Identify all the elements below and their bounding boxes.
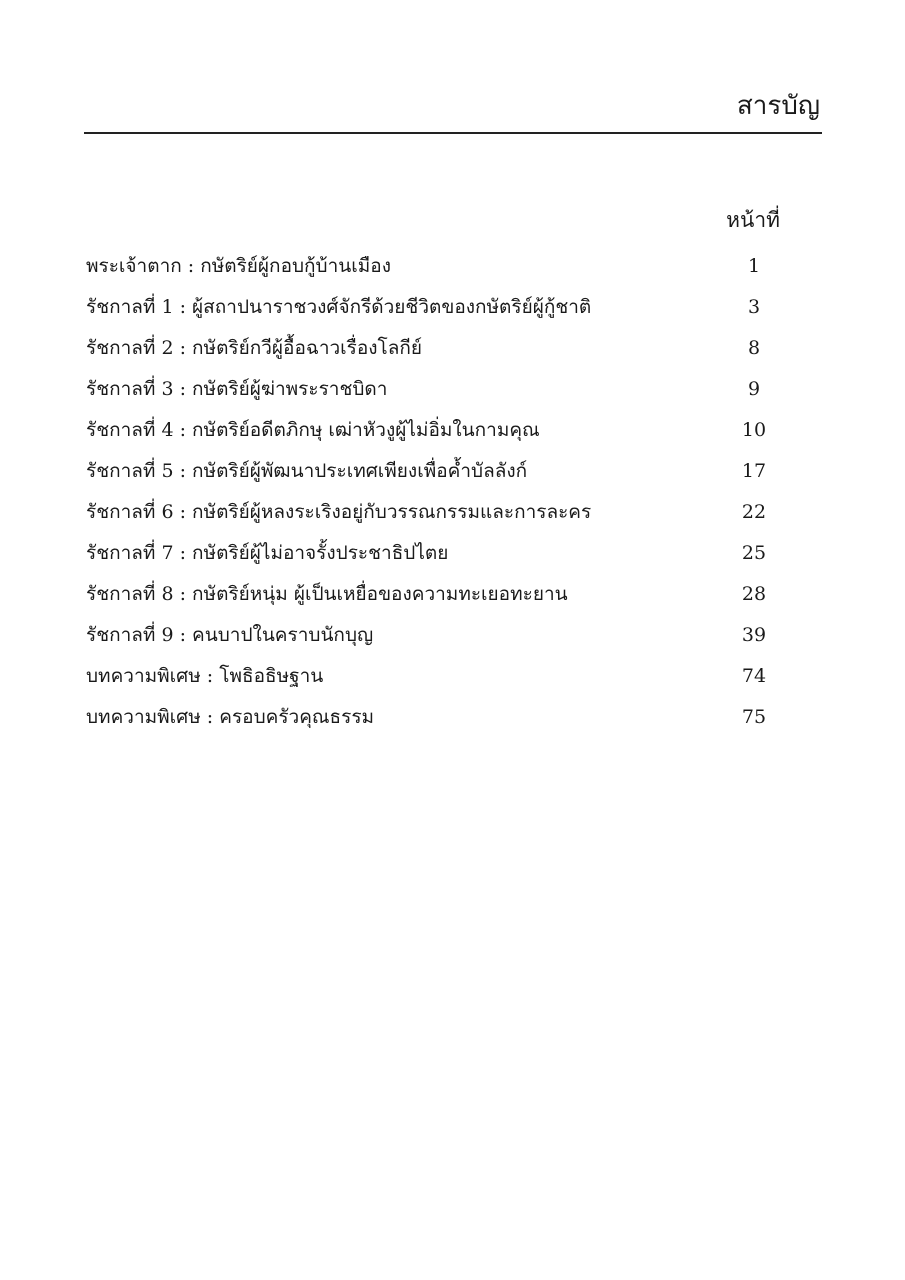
toc-entry-page: 28: [741, 583, 767, 605]
toc-entry-page: 74: [741, 665, 767, 687]
toc-entry: [86, 328, 806, 369]
toc-entry-page: 75: [741, 706, 767, 728]
toc-entry-title: รัชกาลที่ 9 : คนบาปในคราบนักบุญ: [86, 624, 374, 646]
toc-entry-page: 25: [741, 542, 767, 564]
table-of-contents: [86, 246, 806, 738]
page-column-header: หน้าที่: [726, 208, 780, 232]
toc-entry-title: บทความพิเศษ : ครอบครัวคุณธรรม: [86, 706, 375, 728]
toc-entry: [86, 287, 806, 328]
toc-entry-title: รัชกาลที่ 2 : กษัตริย์กวีผู้อื้อฉาวเรื่องโลกีย์: [86, 337, 423, 359]
toc-entry: [86, 410, 806, 451]
toc-entry-title: รัชกาลที่ 7 : กษัตริย์ผู้ไม่อาจรั้งประชาธิปไตย: [86, 542, 449, 564]
toc-entry-title: รัชกาลที่ 3 : กษัตริย์ผู้ฆ่าพระราชบิดา: [86, 378, 388, 400]
toc-entry-title: พระเจ้าตาก : กษัตริย์ผู้กอบกู้บ้านเมือง: [86, 255, 391, 277]
page-title: สารบัญ: [736, 91, 820, 121]
toc-entry-page: 39: [741, 624, 767, 646]
toc-entry: [86, 369, 806, 410]
toc-entry-page: 8: [747, 337, 761, 359]
toc-entry-page: 9: [747, 378, 761, 400]
toc-entry-page: 10: [741, 419, 767, 441]
toc-entry: [86, 615, 806, 656]
toc-entry: [86, 246, 806, 287]
toc-entry: [86, 697, 806, 738]
toc-entry: [86, 451, 806, 492]
toc-entry: [86, 492, 806, 533]
toc-entry-title: รัชกาลที่ 4 : กษัตริย์อดีตภิกษุ เฒ่าหัวงูผู้ไม่อิ่มในกามคุณ: [86, 419, 540, 441]
toc-entry-page: 22: [741, 501, 767, 523]
toc-entry-title: บทความพิเศษ : โพธิอธิษฐาน: [86, 665, 324, 687]
toc-entry-page: 1: [747, 255, 761, 277]
toc-entry-title: รัชกาลที่ 8 : กษัตริย์หนุ่ม ผู้เป็นเหยื่อของความทะเยอทะยาน: [86, 583, 568, 605]
toc-entry: [86, 656, 806, 697]
toc-entry: [86, 574, 806, 615]
toc-entry-page: 17: [741, 460, 767, 482]
toc-entry-title: รัชกาลที่ 1 : ผู้สถาปนาราชวงศ์จักรีด้วยชีวิตของกษัตริย์ผู้กู้ชาติ: [86, 296, 592, 318]
toc-entry-page: 3: [747, 296, 761, 318]
toc-entry-title: รัชกาลที่ 6 : กษัตริย์ผู้หลงระเริงอยู่กับวรรณกรรมและการละคร: [86, 501, 592, 523]
toc-entry-title: รัชกาลที่ 5 : กษัตริย์ผู้พัฒนาประเทศเพียงเพื่อค้ำบัลลังก์: [86, 460, 528, 482]
toc-entry: [86, 533, 806, 574]
title-divider: [84, 132, 822, 134]
